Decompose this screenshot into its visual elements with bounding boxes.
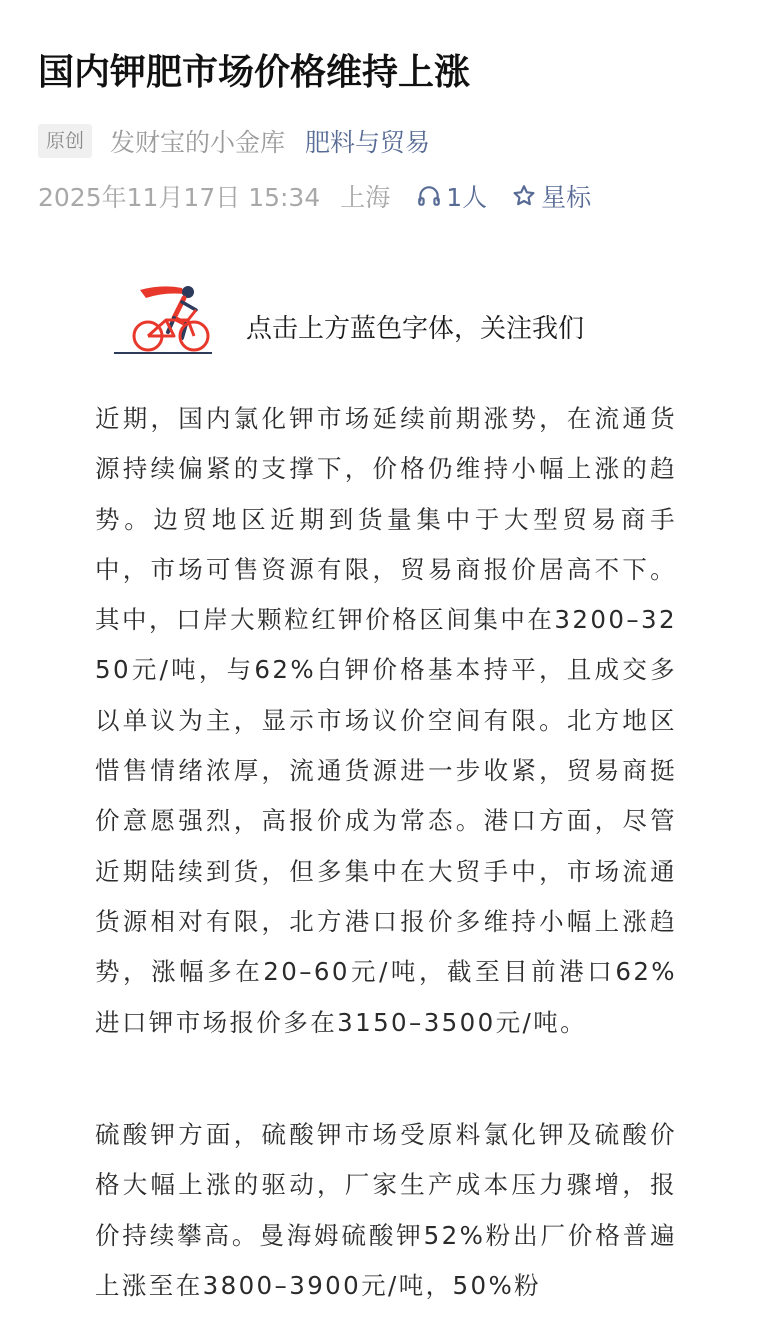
listener-count: 1人: [446, 183, 488, 212]
article-paragraph: 近期，国内氯化钾市场延续前期涨势，在流通货源持续偏紧的支撑下，价格仍维持小幅上涨的趋势。边贸地区近期到货量集中于大型贸易商手中，市场可售资源有限，贸易商报价居高不下。其中，口岸大颗粒红钾价格区间集中在3200–3250元/吨，与62%白钾价格基本持平，且成交多以单议为主，显示市场议价空间有限。北方地区惜售情绪浓厚，流通货源进一步收紧，贸易商挺价意愿强烈，高报价成为常态。港口方面，尽管近期陆续到货，但多集中在大贸手中，市场流通货源相对有限，北方港口报价多维持小幅上涨趋势，涨幅多在20–60元/吨，截至目前港口62%进口钾市场报价多在3150–3500元/吨。: [95, 404, 677, 1037]
article-paragraph: 硫酸钾方面，硫酸钾市场受原料氯化钾及硫酸价格大幅上涨的驱动，厂家生产成本压力骤增，报价持续攀高。曼海姆硫酸钾52%粉出厂价格普遍上涨至在3800–3900元/吨，50%粉: [95, 1120, 677, 1300]
star-label: 星标: [541, 183, 592, 212]
article-meta-source: [38, 120, 430, 162]
star-icon: [511, 183, 537, 209]
original-badge: 原创: [38, 124, 92, 158]
publish-location: 上海: [340, 183, 391, 212]
follow-banner: [112, 278, 672, 358]
cyclist-illustration: [112, 278, 216, 358]
author-name: 发财宝的小金库: [110, 128, 286, 157]
article-meta-info: [38, 176, 591, 216]
headphones-icon: [416, 183, 442, 209]
follow-prompt-text: 点击上方蓝色字体，关注我们: [246, 314, 585, 344]
star-button[interactable]: [511, 178, 591, 214]
article-title: 国内钾肥市场价格维持上涨: [38, 52, 471, 93]
publish-date: 2025年11月17日 15:34: [38, 183, 321, 212]
listen-button[interactable]: [416, 178, 487, 214]
account-name-link[interactable]: 肥料与贸易: [305, 128, 431, 157]
